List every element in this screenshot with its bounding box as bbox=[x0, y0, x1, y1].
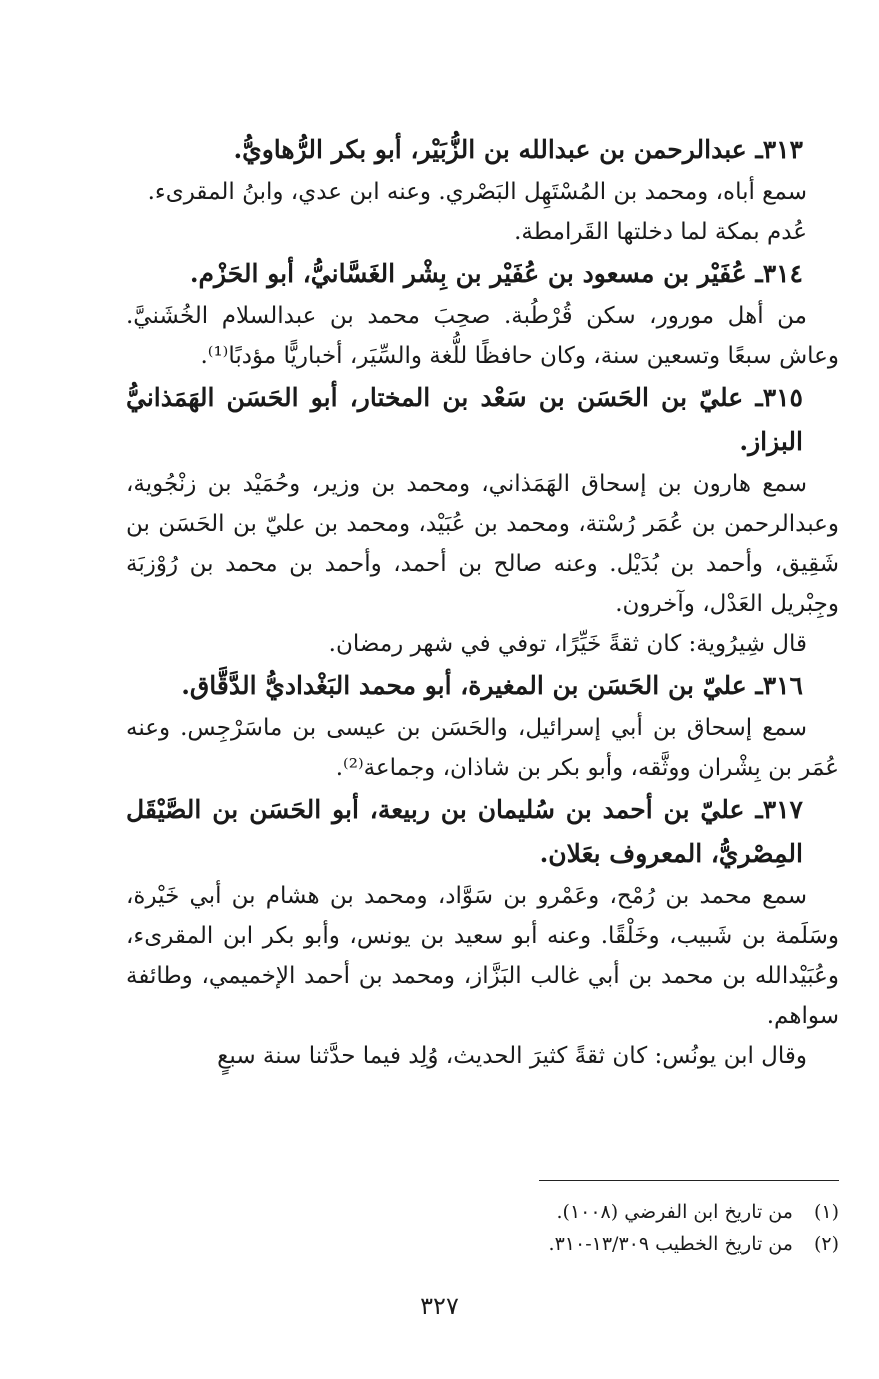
footnote-divider bbox=[539, 1180, 839, 1181]
entry-315-paragraph: قال شِيرُوية: كان ثقةً خَيِّرًا، توفي في شهر رمضان. bbox=[328, 631, 807, 657]
entry-314-heading: ٣١٤ـ عُفَيْر بن مسعود بن عُفَيْر بن بِشْر الغَسَّانيُّ، أبو الحَزْم. bbox=[189, 259, 803, 288]
footnote-text: من تاريخ ابن الفرضي (١٠٠٨). bbox=[556, 1201, 793, 1223]
main-text bbox=[126, 128, 839, 1076]
entry-315-paragraph: سمع هارون بن إسحاق الهَمَذاني، ومحمد بن وزير، وحُمَيْد بن زنْجُوية، وعبدالرحمن بن عُمَر رُسْتة، ومحمد بن عُبَيْد، ومحمد بن عليّ بن الحَسَن بن شَقِيق، وأحمد بن بُدَيْل. وعنه صالح بن أحمد، وأحمد بن محمد بن رُوْزبَة وجِبْريل العَدْل، وآخرون. bbox=[126, 471, 839, 617]
footnote-2 bbox=[126, 1228, 839, 1260]
footnotes bbox=[126, 1196, 839, 1260]
entry-317-paragraph: سمع محمد بن رُمْح، وعَمْرو بن سَوَّاد، ومحمد بن هشام بن أبي خَيْرة، وسَلَمة بن شَبيب، وخَلْقًا. وعنه أبو سعيد بن يونس، وأبو بكر ابن المقرىء، وعُبَيْدالله بن محمد بن أبي غالب البَزَّاز، ومحمد بن أحمد الإخميمي، وطائفة سواهم. bbox=[126, 883, 839, 1029]
page-number: ٣٢٧ bbox=[420, 1292, 459, 1320]
entry-316-heading: ٣١٦ـ عليّ بن الحَسَن بن المغيرة، أبو محمد البَغْداديُّ الدَّقَّاق. bbox=[181, 671, 803, 700]
footnote-number: (٢) bbox=[813, 1233, 839, 1255]
entry-316-paragraph: سمع إسحاق بن أبي إسرائيل، والحَسَن بن عيسى بن ماسَرْجِس. وعنه عُمَر بن بِشْران ووثَّقه، وأبو بكر بن شاذان، وجماعة⁽²⁾. bbox=[126, 715, 839, 781]
entry-317-heading: ٣١٧ـ عليّ بن أحمد بن سُليمان بن ربيعة، أبو الحَسَن بن الصَّيْقَل المِصْريُّ، المعروف بعَلان. bbox=[126, 795, 803, 868]
entry-313-paragraph: سمع أباه، ومحمد بن المُسْتَهِل البَصْري. وعنه ابن عدي، وابنُ المقرىء. bbox=[147, 179, 807, 205]
footnote-1 bbox=[126, 1196, 839, 1228]
footnote-text: من تاريخ الخطيب ١٣/٣٠٩-٣١٠. bbox=[548, 1233, 793, 1255]
entry-314-paragraph: من أهل مورور، سكن قُرْطُبة. صحِبَ محمد بن عبدالسلام الخُشَنيَّ. وعاش سبعًا وتسعين سنة، وكان حافظًا للُّغة والسِّيَر، أخباريًّا مؤدبًا⁽¹⁾. bbox=[126, 303, 839, 369]
entry-313-heading: ٣١٣ـ عبدالرحمن بن عبدالله بن الزُّبَيْر، أبو بكر الرُّهاويُّ. bbox=[233, 135, 803, 164]
entry-313-paragraph: عُدم بمكة لما دخلتها القَرامطة. bbox=[514, 219, 807, 245]
entry-315-heading: ٣١٥ـ عليّ بن الحَسَن بن سَعْد بن المختار، أبو الحَسَن الهَمَذانيُّ البزاز. bbox=[126, 383, 803, 456]
footnote-number: (١) bbox=[813, 1201, 839, 1223]
entry-317-paragraph: وقال ابن يونُس: كان ثقةً كثيرَ الحديث، وُلِد فيما حدَّثنا سنة سبعٍ bbox=[217, 1043, 807, 1069]
